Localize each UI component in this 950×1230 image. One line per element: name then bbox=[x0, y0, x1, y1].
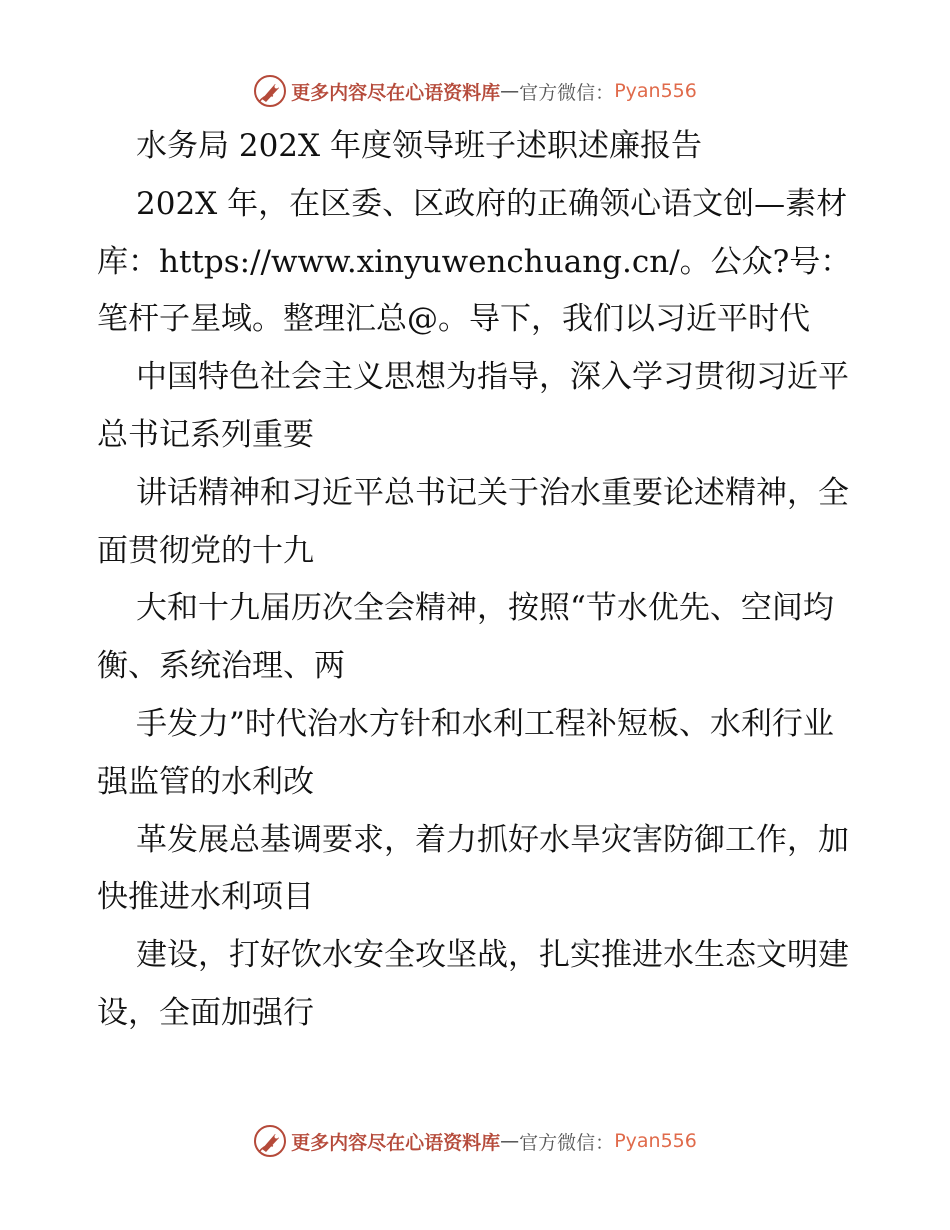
paragraph: 革发展总基调要求，着力抓好水旱灾害防御工作，加快推进水利项目 bbox=[97, 821, 849, 916]
header-banner bbox=[0, 71, 950, 111]
paragraph: 建设，打好饮水安全攻坚战，扎实推进水生态文明建设，全面加强行 bbox=[97, 937, 849, 1031]
banner-main-text: 更多内容尽在心语资料库 bbox=[291, 1131, 501, 1154]
paragraph: 大和十九届历次全会精神，按照“节水优先、空间均衡、系统治理、两 bbox=[97, 590, 834, 685]
banner-separator: — bbox=[500, 1130, 520, 1152]
document-title: 水务局 202X 年度领导班子述职述廉报告 bbox=[136, 128, 702, 164]
document-body bbox=[97, 118, 857, 1043]
banner-wechat-id: Pyan556 bbox=[614, 80, 697, 102]
banner-wechat-id: Pyan556 bbox=[614, 1130, 697, 1152]
banner-separator: — bbox=[500, 80, 520, 102]
banner-wechat-label: 官方微信： bbox=[519, 1131, 615, 1154]
paragraph: 202X 年，在区委、区政府的正确领心语文创—素材库：https://www.xinyuwenchuang.cn/。公众?号：笔杆子星域。整理汇总@。导下，我们以习近平时代 bbox=[97, 185, 852, 338]
footer-banner bbox=[0, 1121, 950, 1161]
fountain-pen-logo-icon bbox=[253, 74, 287, 108]
banner-main-text: 更多内容尽在心语资料库 bbox=[291, 81, 501, 104]
paragraph: 中国特色社会主义思想为指导，深入学习贯彻习近平总书记系列重要 bbox=[97, 359, 849, 453]
paragraph: 手发力”时代治水方针和水利工程补短板、水利行业强监管的水利改 bbox=[97, 705, 834, 800]
fountain-pen-logo-icon bbox=[253, 1124, 287, 1158]
paragraph: 讲话精神和习近平总书记关于治水重要论述精神，全面贯彻党的十九 bbox=[97, 474, 849, 569]
banner-wechat-label: 官方微信： bbox=[519, 81, 615, 104]
